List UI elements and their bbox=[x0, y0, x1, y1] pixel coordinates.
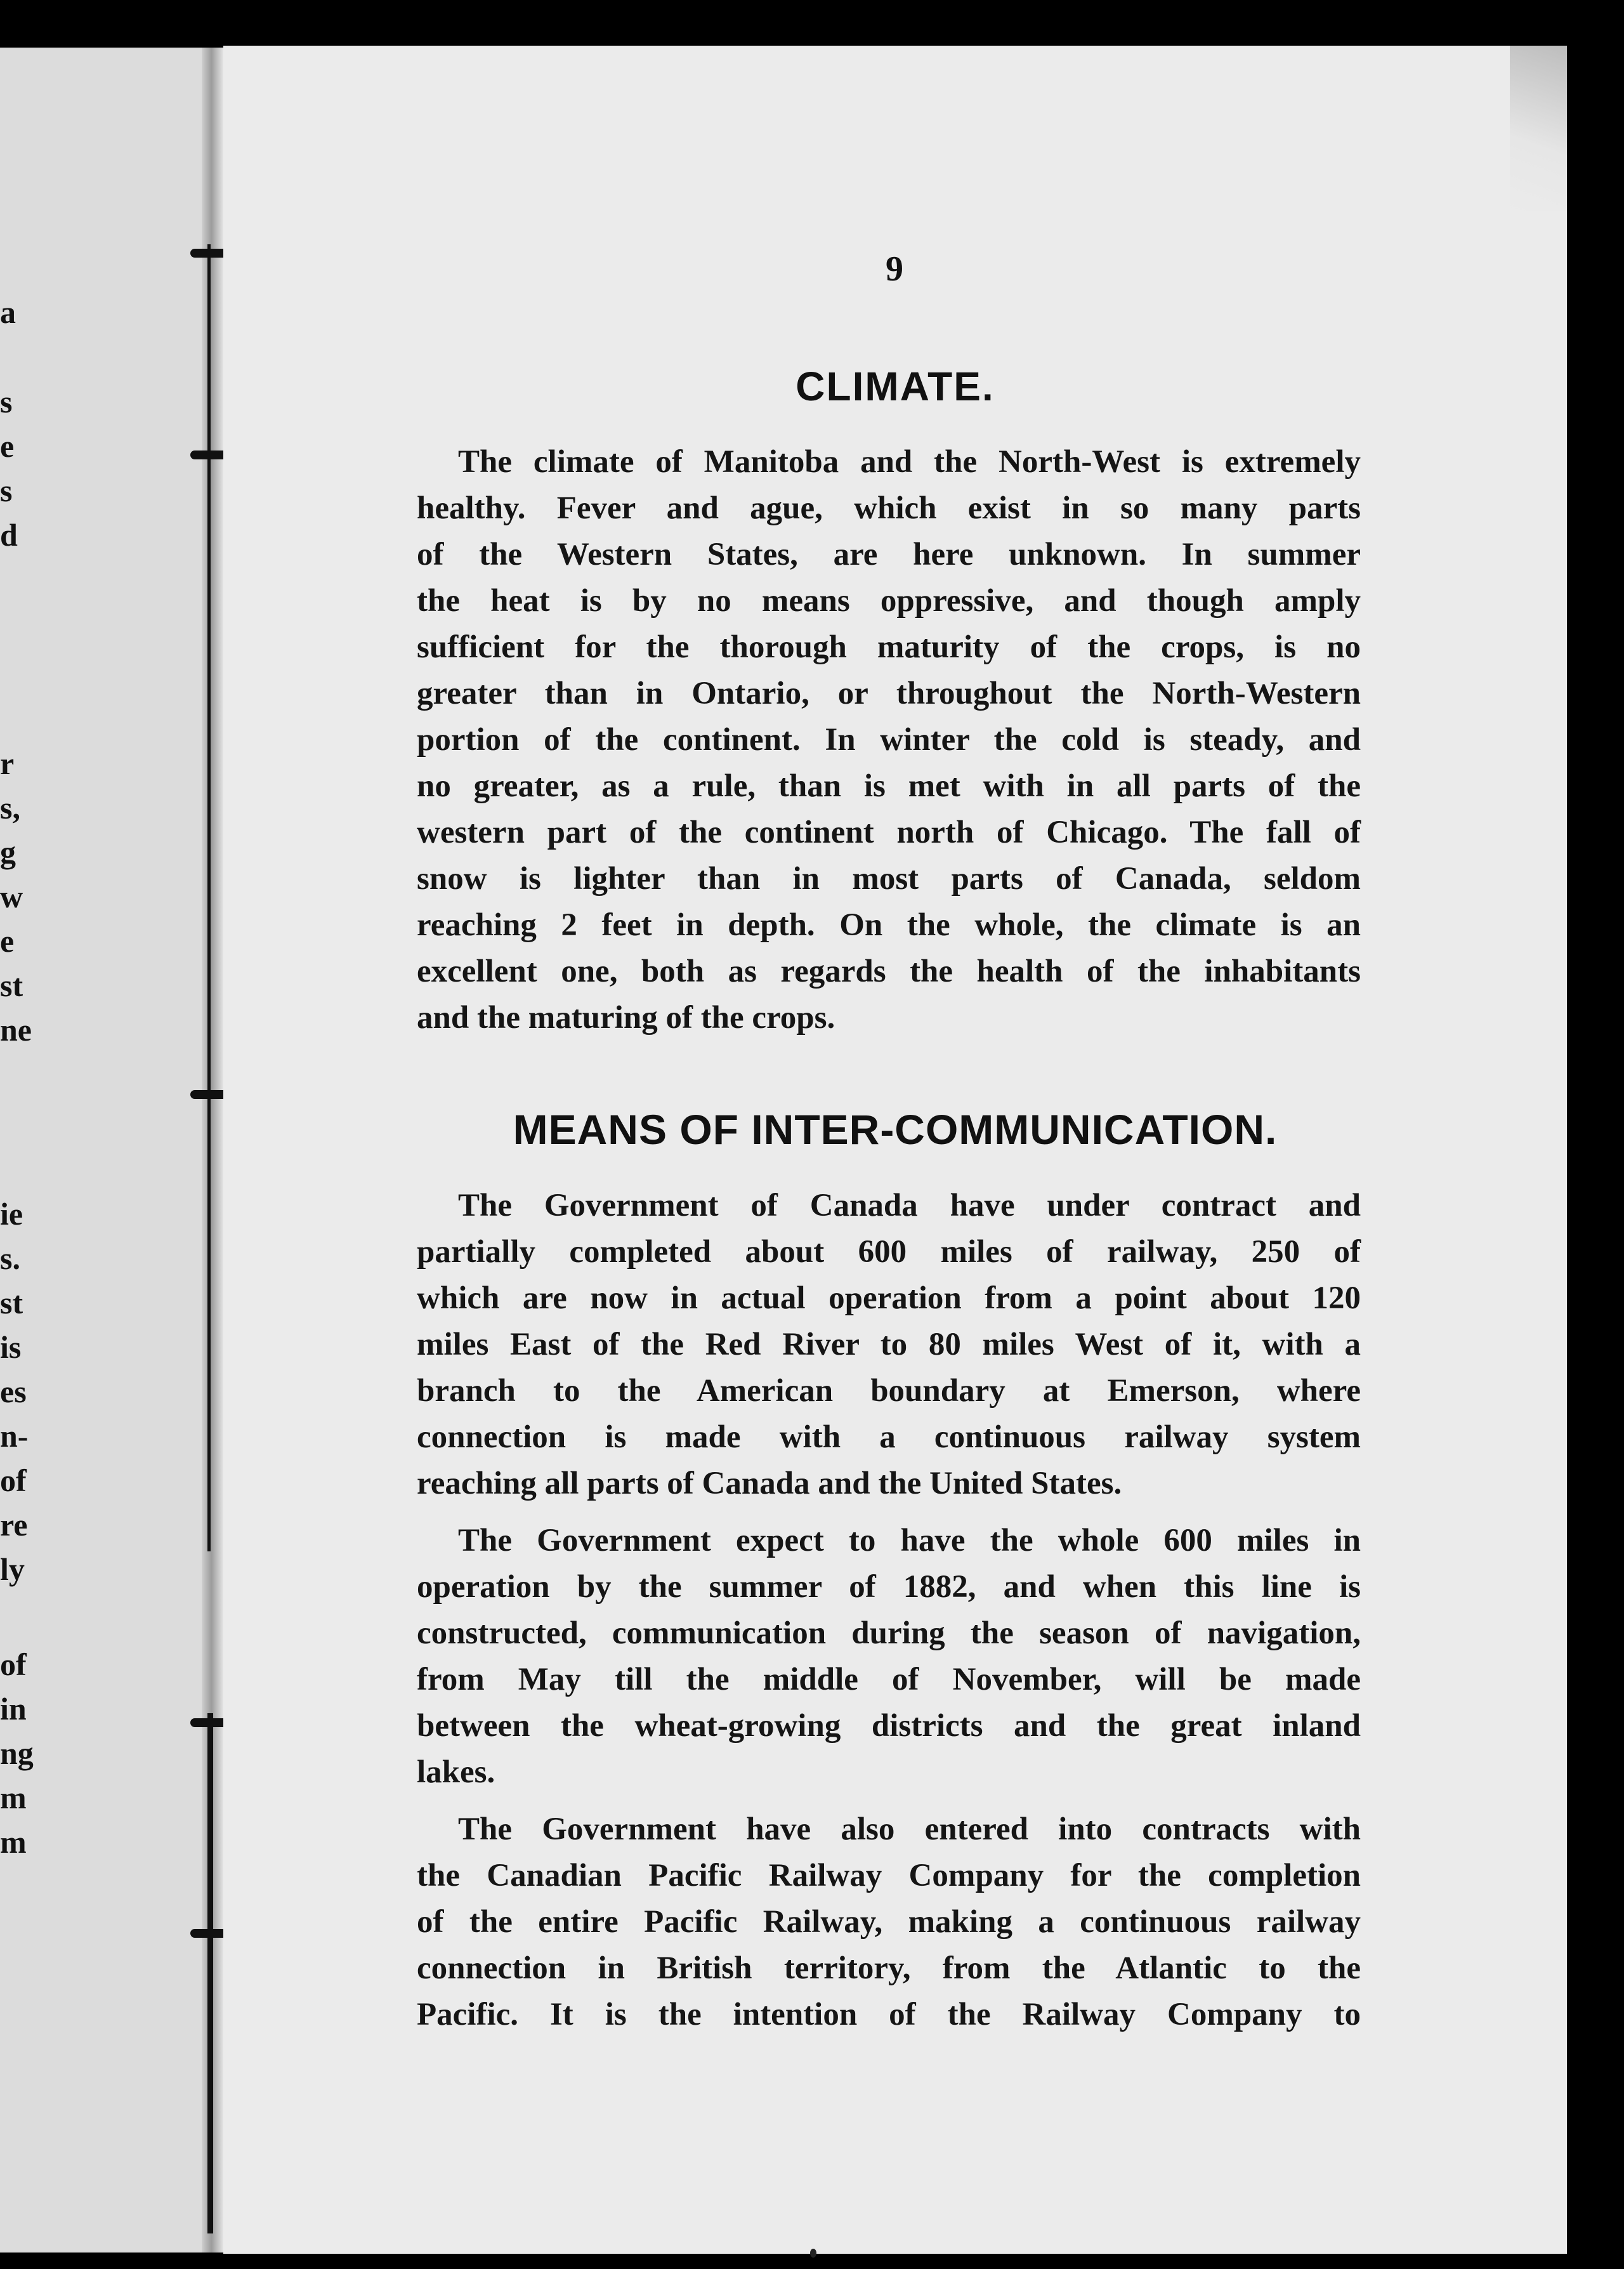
means-text-line: miles East of the Red River to 80 miles West of it, with a bbox=[417, 1327, 1361, 1362]
climate-text-line: no greater, as a rule, than is met with in all parts of the bbox=[417, 768, 1361, 804]
climate-text-line: and the maturing of the crops. bbox=[417, 1000, 835, 1036]
climate-text-line: snow is lighter than in most parts of Canada, seldom bbox=[417, 861, 1361, 897]
climate-text-line: of the Western States, are here unknown. In summer bbox=[417, 537, 1361, 572]
climate-text-line: reaching 2 feet in depth. On the whole, the climate is an bbox=[417, 907, 1361, 943]
left-fragment: s bbox=[0, 473, 13, 508]
means-text-line: The Government expect to have the whole 600 miles in bbox=[458, 1523, 1361, 1558]
left-fragment: m bbox=[0, 1780, 27, 1815]
binding-thread bbox=[207, 244, 211, 1551]
left-fragment: is bbox=[0, 1329, 22, 1365]
left-fragment: ly bbox=[0, 1551, 25, 1587]
means-text-line: Pacific. It is the intention of the Railway Company to bbox=[417, 1997, 1361, 2032]
means-text-line: which are now in actual operation from a point about 120 bbox=[417, 1280, 1361, 1316]
left-fragment: m bbox=[0, 1824, 27, 1860]
left-fragment: n- bbox=[0, 1418, 29, 1454]
means-text-line: partially completed about 600 miles of railway, 250 of bbox=[417, 1234, 1361, 1270]
climate-text-line: excellent one, both as regards the health of the inhabitants bbox=[417, 954, 1361, 989]
left-fragment: s. bbox=[0, 1240, 20, 1276]
left-fragment: in bbox=[0, 1691, 27, 1726]
climate-text-line: western part of the continent north of Chicago. The fall of bbox=[417, 815, 1361, 850]
left-fragment: es bbox=[0, 1374, 27, 1409]
means-text-line: between the wheat-growing districts and the great inland bbox=[417, 1708, 1361, 1744]
left-fragment: s, bbox=[0, 790, 20, 825]
means-text-line: lakes. bbox=[417, 1754, 495, 1790]
left-fragment: e bbox=[0, 428, 15, 464]
climate-text-line: greater than in Ontario, or throughout the North-Western bbox=[417, 676, 1361, 711]
means-text-line: connection is made with a continuous railway system bbox=[417, 1419, 1361, 1455]
means-text-line: branch to the American boundary at Emerson, where bbox=[417, 1373, 1361, 1409]
left-fragment: e bbox=[0, 923, 15, 959]
page-number: 9 bbox=[886, 249, 903, 289]
previous-page-edge bbox=[0, 48, 209, 2253]
left-fragment: st bbox=[0, 968, 23, 1003]
left-fragment: st bbox=[0, 1285, 23, 1320]
climate-text-line: sufficient for the thorough maturity of the crops, is no bbox=[417, 629, 1361, 665]
climate-text-line: the heat is by no means oppressive, and though amply bbox=[417, 583, 1361, 619]
book-page bbox=[223, 46, 1567, 2254]
means-text-line: the Canadian Pacific Railway Company for the completion bbox=[417, 1858, 1361, 1893]
left-fragment: ie bbox=[0, 1196, 23, 1232]
means-text-line: connection in British territory, from the Atlantic to the bbox=[417, 1950, 1361, 1986]
left-fragment: ne bbox=[0, 1012, 32, 1048]
left-fragment: re bbox=[0, 1507, 28, 1542]
section-heading-means: MEANS OF INTER-COMMUNICATION. bbox=[513, 1106, 1278, 1153]
left-fragment: a bbox=[0, 294, 16, 330]
section-heading-climate: CLIMATE. bbox=[796, 364, 995, 409]
means-text-line: operation by the summer of 1882, and when this line is bbox=[417, 1569, 1361, 1605]
left-fragment: of bbox=[0, 1647, 27, 1682]
means-text-line: of the entire Pacific Railway, making a continuous railway bbox=[417, 1904, 1361, 1940]
climate-text-line: The climate of Manitoba and the North-West is extremely bbox=[458, 444, 1361, 480]
left-fragment: of bbox=[0, 1463, 27, 1498]
left-fragment: r bbox=[0, 746, 15, 781]
folded-page-corner bbox=[1510, 46, 1567, 211]
means-text-line: from May till the middle of November, will be made bbox=[417, 1662, 1361, 1697]
left-fragment: w bbox=[0, 879, 23, 914]
means-text-line: The Government have also entered into contracts with bbox=[458, 1812, 1361, 1847]
left-fragment: ng bbox=[0, 1735, 34, 1771]
left-fragment: d bbox=[0, 517, 18, 553]
means-text-line: reaching all parts of Canada and the United States. bbox=[417, 1466, 1122, 1501]
ink-speck bbox=[810, 2249, 816, 2258]
climate-text-line: portion of the continent. In winter the cold is steady, and bbox=[417, 722, 1361, 758]
means-text-line: constructed, communication during the season of navigation, bbox=[417, 1615, 1361, 1651]
left-fragment: g bbox=[0, 834, 16, 870]
means-text-line: The Government of Canada have under contract and bbox=[458, 1188, 1361, 1223]
climate-text-line: healthy. Fever and ague, which exist in so many parts bbox=[417, 490, 1361, 526]
binding-thread-lower bbox=[207, 1713, 213, 2233]
left-fragment: s bbox=[0, 384, 13, 419]
